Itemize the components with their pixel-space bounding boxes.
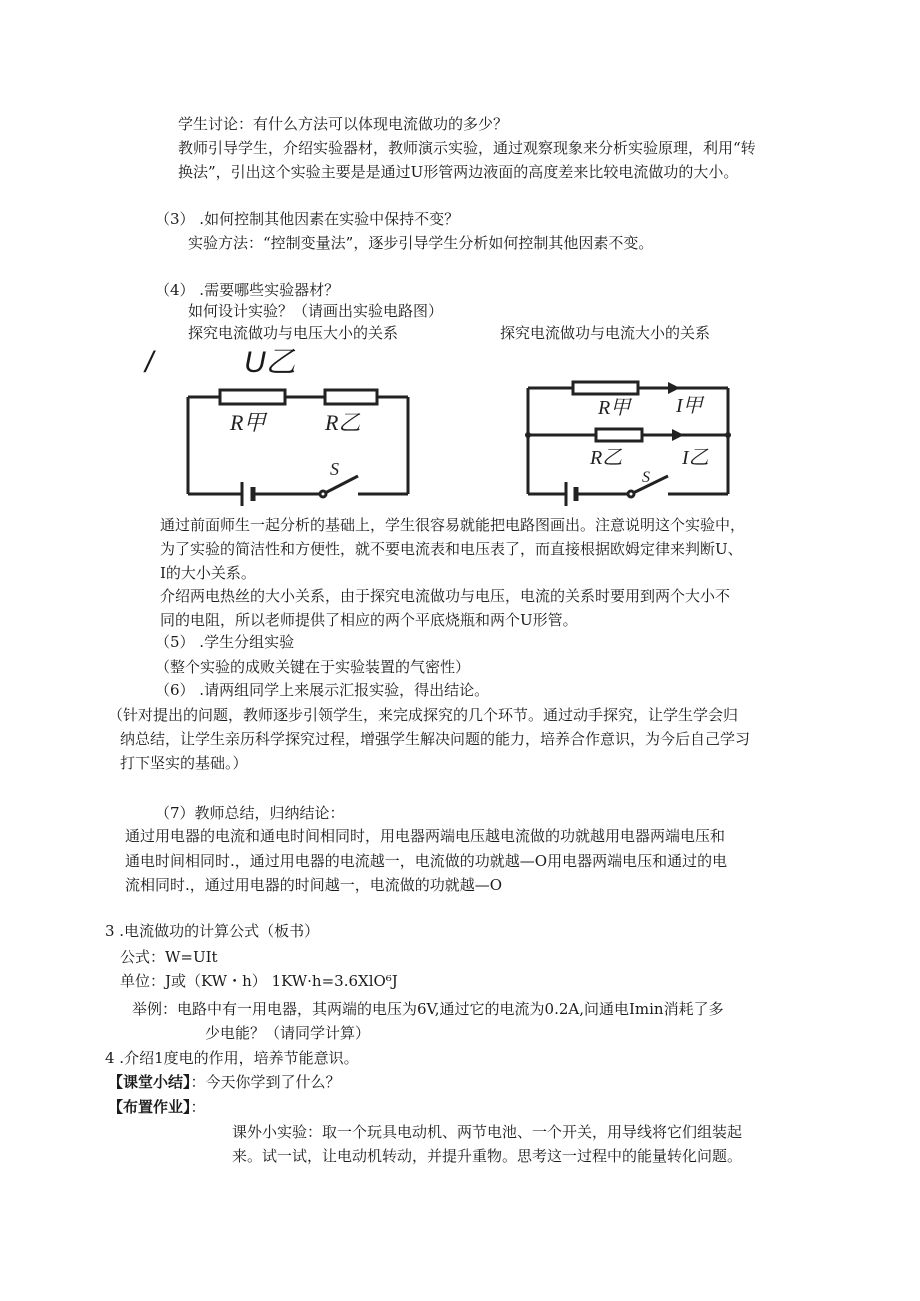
item4-text: 4 .介绍1度电的作用，培养节能意识。 bbox=[105, 1049, 359, 1067]
step6-title: （6） .请两组同学上来展示汇报实验，得出结论。 bbox=[155, 681, 490, 699]
formula-text: 公式：W=UIt bbox=[120, 948, 218, 966]
example-line-2: 少电能？（请同学计算） bbox=[205, 1024, 371, 1042]
homework-line-1: 课外小实验：取一个玩具电动机、两节电池、一个开关，用导线将它们组装起 bbox=[232, 1123, 743, 1141]
step3-method: 实验方法：“控制变量法”，逐步引导学生分析如何控制其他因素不变。 bbox=[188, 234, 654, 252]
parallel-circuit-diagram bbox=[518, 380, 738, 510]
resistor-r2 bbox=[596, 429, 642, 441]
homework-line-2: 来。试一试，让电动机转动，并提升重物。思考这一过程中的能量转化问题。 bbox=[232, 1147, 743, 1165]
comment-line-2: 纳总结，让学生亲历科学探究过程，增强学生解决问题的能力，培养合作意识，为今后自己学习 bbox=[120, 730, 751, 748]
current-arrow-1 bbox=[668, 382, 680, 394]
junction-left bbox=[525, 432, 531, 438]
resistor-r1 bbox=[573, 382, 638, 394]
homework-row bbox=[108, 1096, 206, 1118]
homework-label: 【布置作业】 bbox=[108, 1098, 191, 1116]
explain-line-4: 介绍两电热丝的大小关系，由于探究电流做功与电压，电流的关系时要用到两个大小不 bbox=[160, 587, 731, 605]
stray-label: U乙 bbox=[244, 346, 296, 379]
explain-line-5: 同的电阻，所以老师提供了相应的两个平底烧瓶和两个U形管。 bbox=[160, 611, 578, 629]
teacher-guidance-line-2: 换法”，引出这个实验主要是是通过U形管两边液面的高度差来比较电流做功的大小。 bbox=[178, 163, 739, 181]
resistor-r2 bbox=[325, 390, 377, 404]
conclusion-line-3: 流相同时.，通过用电器的时间越一，电流做的功就越—O bbox=[125, 876, 503, 894]
step7-title: （7）教师总结，归纳结论： bbox=[155, 804, 345, 822]
conclusion-line-1: 通过用电器的电流和通电时间相同时，用电器两端电压越电流做的功就越用电器两端电压和 bbox=[125, 827, 726, 845]
comment-line-1: （针对提出的问题，教师逐步引领学生，来完成探究的几个环节。通过动手探究，让学生学会归 bbox=[108, 706, 739, 724]
explain-line-3: I的大小关系。 bbox=[160, 564, 256, 582]
right-circuit-caption: 探究电流做功与电流大小的关系 bbox=[500, 324, 711, 342]
label-i2: I乙 bbox=[682, 447, 709, 469]
unit-text: 单位：J或（KW・h） 1KW·h=3.6XlO⁶J bbox=[120, 972, 398, 990]
step4-title: （4） .需要哪些实验器材？ bbox=[155, 281, 340, 299]
explain-line-2: 为了实验的简洁性和方便性，就不要电流表和电压表了，而直接根据欧姆定律来判断U、 bbox=[160, 540, 743, 558]
summary-row bbox=[108, 1071, 341, 1093]
homework-colon: ： bbox=[190, 1098, 206, 1116]
stray-mark: / bbox=[145, 346, 154, 379]
summary-text: ：今天你学到了什么？ bbox=[190, 1073, 341, 1091]
label-r1: R甲 bbox=[598, 397, 631, 419]
formula-section-title: 3 .电流做功的计算公式（板书） bbox=[105, 922, 320, 940]
step5-note: （整个实验的成败关键在于实验装置的气密性） bbox=[155, 658, 471, 676]
teacher-guidance-line-1: 教师引导学生，介绍实验器材，教师演示实验，通过观察现象来分析实验原理，利用“转 bbox=[178, 139, 756, 157]
switch-lever bbox=[633, 476, 668, 493]
comment-line-3: 打下坚实的基础。） bbox=[120, 754, 248, 772]
summary-label: 【课堂小结】 bbox=[108, 1073, 191, 1091]
label-r2: R乙 bbox=[590, 447, 623, 469]
step3-title: （3） .如何控制其他因素在实验中保持不变？ bbox=[155, 210, 460, 228]
conclusion-line-2: 通电时间相同时.，通过用电器的电流越一，电流做的功就越—O用电器两端电压和通过的电 bbox=[125, 852, 728, 870]
discussion-question: 学生讨论：有什么方法可以体现电流做功的多少？ bbox=[178, 115, 509, 133]
label-r1: R甲 bbox=[230, 410, 266, 435]
label-switch: S bbox=[642, 469, 650, 486]
step5-title: （5） .学生分组实验 bbox=[155, 633, 295, 651]
junction-right bbox=[725, 432, 731, 438]
current-arrow-2 bbox=[672, 429, 684, 441]
label-switch: S bbox=[330, 459, 339, 479]
series-circuit-diagram bbox=[180, 380, 420, 510]
label-i1: I甲 bbox=[676, 395, 703, 417]
explain-line-1: 通过前面师生一起分析的基础上，学生很容易就能把电路图画出。注意说明这个实验中， bbox=[160, 516, 746, 534]
example-line-1: 举例：电路中有一用电器，其两端的电压为6V,通过它的电流为0.2A,问通电Imin消耗了多 bbox=[132, 1000, 724, 1018]
label-r2: R乙 bbox=[325, 410, 361, 435]
left-circuit-caption: 探究电流做功与电压大小的关系 bbox=[188, 324, 399, 342]
step4-design: 如何设计实验？（请画出实验电路图） bbox=[188, 302, 444, 320]
resistor-r1 bbox=[220, 390, 285, 404]
